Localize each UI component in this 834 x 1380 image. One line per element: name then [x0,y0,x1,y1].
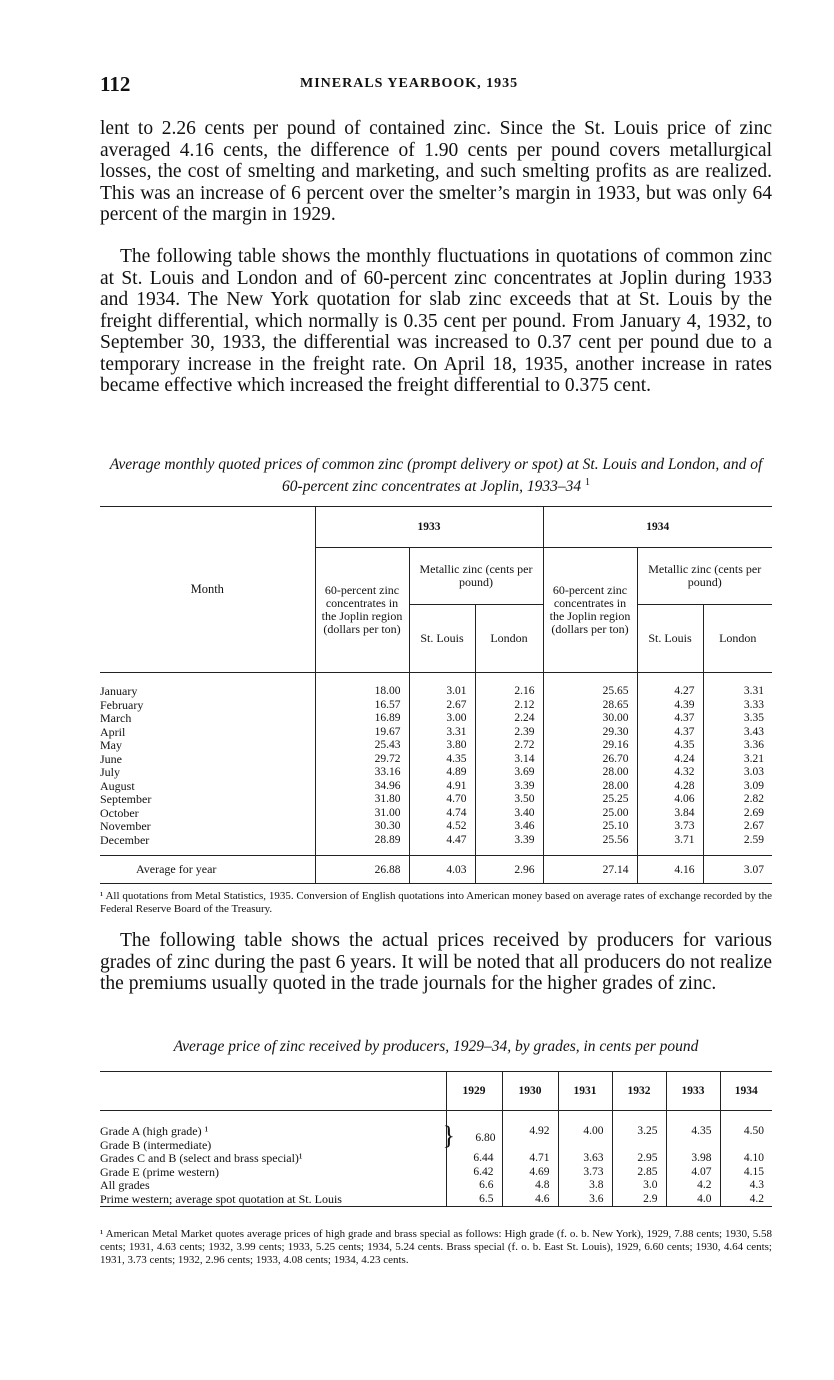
page-header [100,72,772,100]
table-row [100,820,772,834]
stlouis-1933-header: St. Louis [409,605,475,673]
value-cell: 4.24 [637,753,703,767]
table-row [100,726,772,740]
stlouis-1934-header: St. Louis [637,605,703,673]
value-cell: 3.39 [475,834,543,848]
value-cell: 4.35 [409,753,475,767]
value-cell: 6.42 [446,1166,502,1180]
value-cell: 2.67 [703,820,772,834]
month-cell: December [100,833,150,847]
value-cell: 4.37 [637,712,703,726]
value-cell: 4.2 [720,1193,772,1207]
table1-caption-text: Average monthly quoted prices of common zinc (prompt delivery or spot) at St. Louis and London, and of 60-percent zinc concentrates at Joplin, 1933–34 [109,456,763,496]
table2-caption: Average price of zinc received by producers, 1929–34, by grades, in cents per pound [173,1038,699,1055]
year-header: 1931 [558,1072,612,1111]
value-cell: 25.65 [543,685,637,699]
value-cell: 3.98 [666,1152,720,1166]
value-cell: 3.43 [703,726,772,740]
table-row [100,780,772,794]
value-cell: 2.16 [475,685,543,699]
value-cell: 2.82 [703,793,772,807]
table-row [100,807,772,821]
grade-prices-table [100,1071,772,1207]
value-cell: 28.00 [543,766,637,780]
value-cell: 25.56 [543,834,637,848]
value-cell: 28.89 [315,834,409,848]
metallic-1933-header: Metallic zinc (cents per pound) [409,548,543,605]
table1-caption [100,456,772,496]
month-cell: February [100,698,144,712]
value-cell: 3.03 [703,766,772,780]
value-cell: 4.07 [666,1166,720,1180]
value-cell: 4.52 [409,820,475,834]
grade-cell: Grade A (high grade) ¹ [100,1125,209,1138]
value-cell: 2.67 [409,699,475,713]
grade-cell: All grades [100,1179,150,1192]
month-cell: October [100,806,139,820]
month-cell: April [100,725,126,739]
value-cell: 2.12 [475,699,543,713]
value-cell: 4.3 [720,1179,772,1193]
value-cell: 3.25 [612,1125,666,1139]
table1-footnote: ¹ All quotations from Metal Statistics, 1935. Conversion of English quotations into American money based on average rates of exchange recorded by the Federal Reserve Board of the Treasury. [100,890,772,915]
monthly-prices-table [100,506,772,884]
value-cell: 4.89 [409,766,475,780]
value-cell [502,1139,558,1153]
grade-cell: Grades C and B (select and brass special)¹ [100,1152,303,1165]
value-cell: 4.8 [502,1179,558,1193]
value-cell: 26.70 [543,753,637,767]
value-cell: 6.5 [446,1193,502,1207]
month-cell: July [100,766,121,779]
value-cell [666,1139,720,1153]
value-cell: 3.46 [475,820,543,834]
table-row [100,753,772,767]
value-cell: 2.24 [475,712,543,726]
value-cell: 28.00 [543,780,637,794]
value-cell: 2.59 [703,834,772,848]
table-row [100,685,772,699]
year-header: 1929 [446,1072,502,1111]
table-row [100,1139,772,1153]
month-cell: May [100,739,122,752]
table2-footnote: ¹ American Metal Market quotes average prices of high grade and brass special as follows: High grade (f. o. b. New York), 1929, 7.88 cents; 1930, 5.58 cents; 1931, 4.63 cents; 1932, 3.99 cents; 1933, 5.25 cents; 1934, 5.24 cents. Brass special (f. o. b. East St. Louis), 1929, 6.60 cents; 1930, 4.64 cents; 1931, 3.73 cents; 1932, 2.96 cents; 1933, 4.08 cents; 1934, 4.23 cents. [100,1228,772,1266]
year-header: 1932 [612,1072,666,1111]
value-cell: 29.30 [543,726,637,740]
value-cell: 3.14 [475,753,543,767]
grade-cell: Prime western; average spot quotation at St. Louis [100,1193,446,1207]
table1-caption-note: 1 [584,477,590,488]
value-cell: 2.9 [612,1193,666,1207]
value-cell: 3.80 [409,739,475,753]
paragraph-2: The following table shows the monthly fluctuations in quotations of common zinc at St. Louis and London and of 60-percent zinc concentrates at Joplin during 1933 and 1934. The New York quotation for slab zinc exceeds that at St. Louis by the freight differential, which normally is 0.35 cent per pound. From January 4, 1932, to September 30, 1933, the differential was increased to 0.37 cent per pound due to a temporary increase in the freight rate. On April 18, 1935, another increase in rates became effective which increased the freight differential to 0.375 cent. [100,246,772,396]
value-cell: 3.0 [612,1179,666,1193]
value-cell: 4.92 [502,1125,558,1139]
value-cell: 28.65 [543,699,637,713]
value-cell: 33.16 [315,766,409,780]
value-cell: 4.35 [637,739,703,753]
value-cell: 3.63 [558,1152,612,1166]
value-cell: 31.80 [315,793,409,807]
year-1933-header: 1933 [315,507,543,548]
value-cell: 3.50 [475,793,543,807]
value-cell: 4.69 [502,1166,558,1180]
value-cell: 4.00 [558,1125,612,1139]
value-cell: 2.72 [475,739,543,753]
month-cell: August [100,779,135,793]
month-cell: January [100,685,138,698]
value-cell: 34.96 [315,780,409,794]
year-1934-header: 1934 [543,507,772,548]
value-cell: 27.14 [543,856,637,884]
running-title: MINERALS YEARBOOK, 1935 [300,76,519,91]
value-cell: 31.00 [315,807,409,821]
conc-1933-header: 60-percent zinc concentrates in the Joplin region (dollars per ton) [315,548,409,673]
table-row [100,699,772,713]
value-cell: 19.67 [315,726,409,740]
value-cell: 4.15 [720,1166,772,1180]
value-cell: 2.69 [703,807,772,821]
month-cell: September [100,793,152,806]
paragraph-1: lent to 2.26 cents per pound of contained zinc. Since the St. Louis price of zinc averaged 4.16 cents, the difference of 1.90 cents per pound covers metallurgical losses, the cost of smelting and marketing, and such smelting profits as are realized. This was an increase of 6 percent over the smelter’s margin in 1933, but was only 64 percent of the margin in 1929. [100,118,772,225]
value-cell: 4.03 [409,856,475,884]
value-cell: 3.6 [558,1193,612,1207]
value-cell: 3.69 [475,766,543,780]
table-row [100,793,772,807]
table-row [100,834,772,848]
page-number: 112 [100,72,131,96]
average-label: Average for year [100,856,315,884]
value-cell: 2.95 [612,1152,666,1166]
value-cell [558,1139,612,1153]
value-cell: 3.33 [703,699,772,713]
year-header: 1934 [720,1072,772,1111]
average-row [100,856,772,884]
table-row [100,1193,772,1207]
value-cell: 4.91 [409,780,475,794]
year-header: 1933 [666,1072,720,1111]
value-cell: 30.00 [543,712,637,726]
value-cell: 4.39 [637,699,703,713]
value-cell: 2.85 [612,1166,666,1180]
value-cell: 4.0 [666,1193,720,1207]
brace-glyph: } [442,1121,455,1150]
value-cell: 4.37 [637,726,703,740]
value-cell: 4.71 [502,1152,558,1166]
value-cell: 3.36 [703,739,772,753]
value-cell: 26.88 [315,856,409,884]
value-cell: 4.74 [409,807,475,821]
table-row [100,1166,772,1180]
value-cell: 4.35 [666,1125,720,1139]
value-cell: 3.73 [637,820,703,834]
metallic-1934-header: Metallic zinc (cents per pound) [637,548,772,605]
value-cell: 3.09 [703,780,772,794]
value-cell: 3.31 [703,685,772,699]
value-cell: 18.00 [315,685,409,699]
value-cell: 4.6 [502,1193,558,1207]
value-cell: 29.16 [543,739,637,753]
paragraph-3: The following table shows the actual prices received by producers for various grades of zinc during the past 6 years. It will be noted that all producers do not realize the premiums usually quoted in the trade journals for the higher grades of zinc. [100,930,772,994]
value-cell: 2.96 [475,856,543,884]
value-cell: 4.28 [637,780,703,794]
london-1934-header: London [703,605,772,673]
value-cell [720,1139,772,1153]
conc-1934-header: 60-percent zinc concentrates in the Joplin region (dollars per ton) [543,548,637,673]
value-cell: 25.25 [543,793,637,807]
table-row [100,1125,772,1139]
value-cell: 4.16 [637,856,703,884]
value-cell: 3.07 [703,856,772,884]
value-cell: 3.35 [703,712,772,726]
value-cell: 4.10 [720,1152,772,1166]
grade-ab-1929-cell [442,1121,502,1152]
value-cell: 4.32 [637,766,703,780]
value-cell: 6.80 [475,1132,496,1144]
month-cell: June [100,752,122,766]
table-row [100,712,772,726]
value-cell: 25.43 [315,739,409,753]
value-cell: 6.44 [446,1152,502,1166]
value-cell: 4.06 [637,793,703,807]
value-cell: 4.47 [409,834,475,848]
london-1933-header: London [475,605,543,673]
grade-header [100,1072,446,1111]
value-cell: 3.71 [637,834,703,848]
value-cell: 4.2 [666,1179,720,1193]
month-cell: November [100,820,151,833]
month-header: Month [100,507,315,673]
value-cell: 30.30 [315,820,409,834]
value-cell: 16.57 [315,699,409,713]
table-row [100,739,772,753]
grade-cell: Grade E (prime western) [100,1165,219,1179]
value-cell: 3.73 [558,1166,612,1180]
value-cell: 4.50 [720,1125,772,1139]
value-cell: 25.10 [543,820,637,834]
value-cell: 6.6 [446,1179,502,1193]
value-cell: 3.21 [703,753,772,767]
value-cell: 3.00 [409,712,475,726]
value-cell: 3.31 [409,726,475,740]
value-cell: 25.00 [543,807,637,821]
value-cell: 3.8 [558,1179,612,1193]
table-row [100,1152,772,1166]
value-cell: 2.39 [475,726,543,740]
table-row [100,1179,772,1193]
value-cell: 4.70 [409,793,475,807]
month-cell: March [100,712,132,725]
year-header: 1930 [502,1072,558,1111]
value-cell: 29.72 [315,753,409,767]
value-cell: 3.84 [637,807,703,821]
table-row [100,766,772,780]
value-cell: 16.89 [315,712,409,726]
value-cell: 4.27 [637,685,703,699]
value-cell: 3.01 [409,685,475,699]
value-cell: 3.39 [475,780,543,794]
value-cell [612,1139,666,1153]
value-cell: 3.40 [475,807,543,821]
grade-cell: Grade B (intermediate) [100,1138,212,1152]
